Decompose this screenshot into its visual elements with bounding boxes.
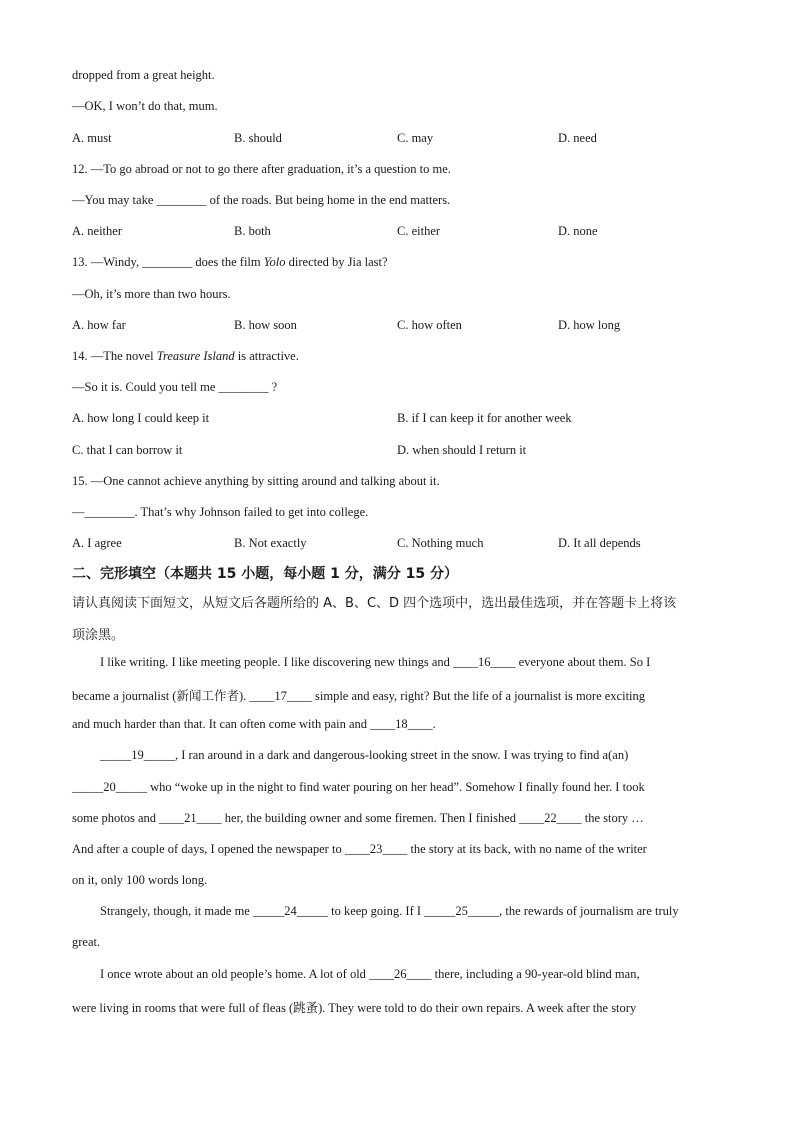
q12-stem: 12. —To go abroad or not to go there after graduation, it’s a question to me. (72, 162, 451, 176)
passage-line (100, 967, 640, 982)
q13-option-d: D. how long (558, 318, 621, 332)
q13-option-b: B. how soon (234, 318, 297, 332)
passage-text: , I ran around in a dark and dangerous-looking street in the snow. I was trying to find a(an) (175, 748, 629, 762)
q14-stem-part: is attractive. (234, 349, 299, 363)
q13-stem-part: 13. —Windy, (72, 255, 143, 269)
q14-option-d: D. when should I return it (397, 443, 527, 457)
q13-option-c: C. how often (397, 318, 462, 332)
q15-response (72, 505, 368, 520)
q12-option-d: D. none (558, 224, 598, 238)
q12-response-part: —You may take (72, 193, 157, 207)
blank-25: _____25_____ (424, 904, 500, 918)
q12-response (72, 193, 450, 208)
section-instructions-cont: 项涂黑。 (72, 628, 125, 643)
blank-17: ____17____ (249, 689, 312, 703)
q13-film-title: Yolo (263, 255, 286, 269)
blank-26: ____26____ (369, 967, 432, 981)
q13-stem (72, 255, 388, 270)
q14-option-a: A. how long I could keep it (72, 411, 210, 425)
passage-line (72, 780, 645, 795)
passage-text: her, the building owner and some firemen. Then I finished (221, 811, 520, 825)
q15-option-d: D. It all depends (558, 536, 641, 550)
q11-option-a: A. must (72, 131, 112, 145)
passage-line (72, 717, 436, 732)
q15-stem: 15. —One cannot achieve anything by sitting around and talking about it. (72, 474, 440, 488)
q12-option-a: A. neither (72, 224, 122, 238)
blank-24: _____24_____ (252, 904, 328, 918)
q12-option-c: C. either (397, 224, 441, 238)
q15-blank: ________ (84, 505, 135, 519)
section-heading: 二、完形填空（本题共 15 小题，每小题 1 分，满分 15 分） (72, 566, 458, 582)
passage-text: I like writing. I like meeting people. I like discovering new things and (100, 655, 454, 669)
passage-text: simple and easy, right? But the life of a journalist is more exciting (311, 689, 646, 703)
passage-text: Strangely, though, it made me (100, 904, 253, 918)
q14-stem-part: 14. —The novel (72, 349, 157, 363)
section-instructions: 请认真阅读下面短文，从短文后各题所给的 A、B、C、D 四个选项中，选出最佳选项，并在答题卡上将该 (72, 596, 677, 611)
passage-line (100, 655, 650, 670)
q11-continuation: dropped from a great height. (72, 68, 215, 82)
passage-line (100, 748, 628, 763)
q13-blank: ________ (142, 255, 193, 269)
q14-response (72, 380, 277, 395)
q14-book-title: Treasure Island (156, 349, 235, 363)
q14-response-part: ? (268, 380, 278, 394)
q12-option-b: B. both (234, 224, 271, 238)
passage-text: some photos and (72, 811, 160, 825)
passage-text: , the rewards of journalism are truly (499, 904, 679, 918)
blank-22: ____22____ (519, 811, 582, 825)
passage-text: I once wrote about an old people’s home. A lot of old (100, 967, 370, 981)
passage-line: great. (72, 935, 101, 949)
passage-line: were living in rooms that were full of fleas (跳蚤). They were told to do their own repairs. A week after the story (72, 1001, 637, 1015)
blank-21: ____21____ (159, 811, 222, 825)
passage-line (100, 904, 679, 919)
blank-19: _____19_____ (100, 748, 175, 762)
q14-blank: ________ (218, 380, 269, 394)
blank-20: _____20_____ (72, 780, 147, 794)
passage-text: and much harder than that. It can often come with pain and (72, 717, 371, 731)
q14-option-c: C. that I can borrow it (72, 443, 183, 457)
passage-text: . (432, 717, 436, 731)
passage-text: the story at its back, with no name of the writer (407, 842, 647, 856)
q13-option-a: A. how far (72, 318, 126, 332)
passage-line (72, 811, 644, 826)
q13-stem-part: directed by Jia last? (285, 255, 388, 269)
q12-blank: ________ (156, 193, 207, 207)
q14-option-b: B. if I can keep it for another week (397, 411, 572, 425)
q11-option-d: D. need (558, 131, 597, 145)
passage-line (72, 842, 647, 857)
passage-text: the story … (581, 811, 644, 825)
q12-response-part: of the roads. But being home in the end matters. (206, 193, 451, 207)
q13-stem-part: does the film (192, 255, 264, 269)
passage-text: to keep going. If I (327, 904, 425, 918)
passage-text: there, including a 90-year-old blind man, (431, 967, 640, 981)
passage-text: everyone about them. So I (515, 655, 651, 669)
q14-stem (72, 349, 299, 364)
q15-response-part: — (72, 505, 85, 519)
passage-text: who “woke up in the night to find water pouring on her head”. Somehow I finally found her. I took (147, 780, 645, 794)
blank-16: ____16____ (453, 655, 516, 669)
passage-line: on it, only 100 words long. (72, 873, 208, 887)
q15-response-part: . That’s why Johnson failed to get into college. (134, 505, 369, 519)
q15-option-c: C. Nothing much (397, 536, 484, 550)
q13-response: —Oh, it’s more than two hours. (72, 287, 231, 301)
passage-text: became a journalist (新闻工作者). (72, 689, 250, 703)
q11-response: —OK, I won’t do that, mum. (72, 99, 218, 113)
q11-option-c: C. may (397, 131, 434, 145)
passage-text: And after a couple of days, I opened the newspaper to (72, 842, 345, 856)
blank-18: ____18____ (370, 717, 433, 731)
blank-23: ____23____ (344, 842, 408, 856)
q11-option-b: B. should (234, 131, 282, 145)
q15-option-b: B. Not exactly (234, 536, 307, 550)
q15-option-a: A. I agree (72, 536, 122, 550)
passage-line (72, 686, 645, 704)
q14-response-part: —So it is. Could you tell me (72, 380, 219, 394)
